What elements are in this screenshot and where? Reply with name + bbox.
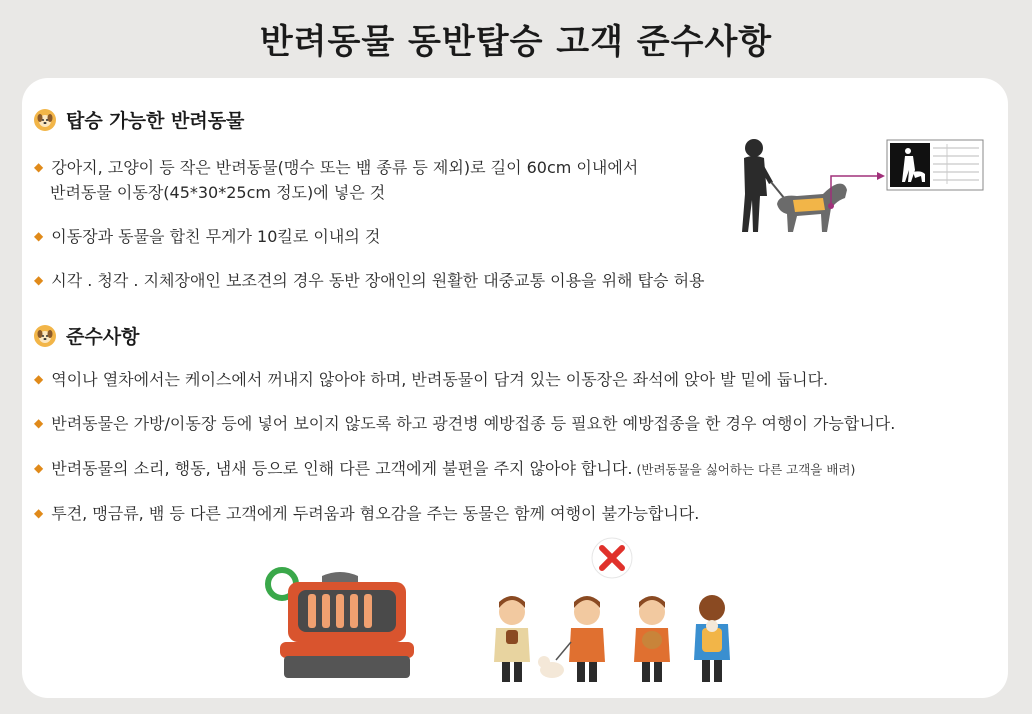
section-heading-allowed-pets (34, 106, 244, 133)
list-item (34, 368, 828, 393)
bullet-diamond-icon: ◆ (34, 273, 44, 287)
list-item (34, 457, 855, 482)
bullet-diamond-icon: ◆ (34, 416, 44, 430)
dog-face-icon (34, 109, 56, 131)
list-item-text: 이동장과 동물을 합친 무게가 10킬로 이내의 것 (51, 227, 381, 246)
list-item (34, 269, 704, 294)
list-item-text: 시각 . 청각 . 지체장애인 보조견의 경우 동반 장애인의 원활한 대중교통 이용을 위해 탑승 허용 (51, 271, 705, 290)
section-heading-text: 준수사항 (66, 326, 140, 348)
list-item-text: 반려동물의 소리, 행동, 냄새 등으로 인해 다른 고객에게 불편을 주지 않아야 합니다. (51, 459, 633, 478)
list-item-text: 역이나 열차에서는 케이스에서 꺼내지 않아야 하며, 반려동물이 담겨 있는 이동장은 좌석에 앉아 발 밑에 둡니다. (51, 370, 829, 389)
dog-face-icon (34, 325, 56, 347)
list-item-note: (반려동물을 싫어하는 다른 고객을 배려) (636, 462, 856, 477)
content-card (22, 78, 1008, 698)
bullet-diamond-icon: ◆ (34, 461, 44, 475)
list-item (34, 502, 699, 527)
list-item (34, 225, 380, 250)
bullet-diamond-icon: ◆ (34, 160, 44, 174)
section-heading-rules (34, 322, 139, 349)
bullet-diamond-icon: ◆ (34, 372, 44, 386)
bullet-diamond-icon: ◆ (34, 506, 44, 520)
list-item (34, 412, 895, 437)
list-item (34, 156, 638, 204)
bullet-diamond-icon: ◆ (34, 229, 44, 243)
list-item-text-continued: 반려동물 이동장(45*30*25cm 정도)에 넣은 것 (50, 183, 386, 202)
guide-dog-illustration (727, 134, 987, 252)
list-item-text: 강아지, 고양이 등 작은 반려동물(맹수 또는 뱀 종류 등 제외)로 길이 60cm 이내에서 (51, 158, 639, 177)
list-item-text: 투견, 맹금류, 뱀 등 다른 고객에게 두려움과 혐오감을 주는 동물은 함께 여행이 불가능합니다. (51, 504, 700, 523)
pet-carrier-illustration (260, 562, 420, 684)
page-title: 반려동물 동반탑승 고객 준수사항 (259, 22, 773, 62)
section-heading-text: 탑승 가능한 반려동물 (66, 110, 245, 132)
forbidden-examples-illustration (482, 532, 732, 686)
list-item-text: 반려동물은 가방/이동장 등에 넣어 보이지 않도록 하고 광견병 예방접종 등 필요한 예방접종을 한 경우 여행이 가능합니다. (51, 414, 896, 433)
